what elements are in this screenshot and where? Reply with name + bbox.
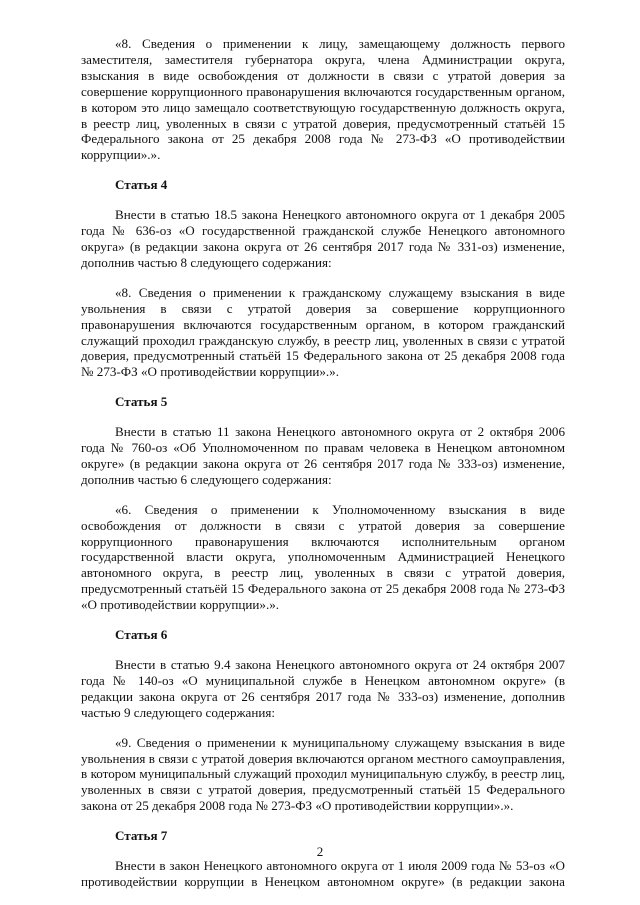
document-body xyxy=(81,36,565,890)
paragraph-amendment-part-9-municipal: «9. Сведения о применении к муниципальному служащему взыскания в виде увольнения в связи с утратой доверия включаются органом местного самоуправления, в котором муниципальный служащий проходил муниципальную службу, в реестр лиц, уволенных в связи с утратой доверия, предусмотренный статьёй 15 Федерального закона от 25 декабря 2008 года № 273-ФЗ «О противодействии коррупции».». xyxy=(81,734,565,814)
paragraph-article-6-intro: Внести в статью 9.4 закона Ненецкого автономного округа от 24 октября 2007 года № 140-оз «О муниципальной службе в Ненецком автономном округе» (в редакции закона округа от 26 сентября 2017 года № 333-оз) изменение, дополнив частью 9 следующего содержания: xyxy=(81,657,565,720)
heading-article-6: Статья 6 xyxy=(115,627,168,643)
paragraph-amendment-part-6-ombudsman: «6. Сведения о применении к Уполномоченному взыскания в виде освобождения от должности в связи с утратой доверия за совершение коррупционного правонарушения включаются исполнительным органом государственной власти округа, уполномоченным Администрацией Ненецкого автономного округа, в реестр лиц, уволенных в связи с утратой доверия, предусмотренный статьёй 15 Федерального закона от 25 декабря 2008 года № 273-ФЗ «О противодействии коррупции».». xyxy=(81,501,565,613)
heading-article-7: Статья 7 xyxy=(115,828,168,844)
paragraph-amendment-part-8-officials: «8. Сведения о применении к лицу, замещающему должность первого заместителя, заместителя губернатора округа, члена Администрации округа, взыскания в виде освобождения от должности в связи с утратой доверия за совершение коррупционного правонарушения включаются государственным органом, в котором это лицо замещало соответствующую государственную должность округа, в реестр лиц, уволенных в связи с утратой доверия, предусмотренный статьёй 15 Федерального закона от 25 декабря 2008 года № 273-ФЗ «О противодействии коррупции».». xyxy=(81,36,565,163)
page-number: 2 xyxy=(316,844,324,859)
paragraph-article-5-intro: Внести в статью 11 закона Ненецкого автономного округа от 2 октября 2006 года № 760-оз «Об Уполномоченном по правам человека в Ненецком автономном округе» (в редакции закона округа от 26 сентября 2017 года № 333-оз) изменение, дополнив частью 6 следующего содержания: xyxy=(81,424,565,487)
paragraph-amendment-part-8-civil-servant: «8. Сведения о применении к гражданскому служащему взыскания в виде увольнения в связи с утратой доверия за совершение коррупционного правонарушения включаются государственным органом, в котором гражданский служащий проходил гражданскую службу, в реестр лиц, уволенных в связи с утратой доверия, предусмотренный статьёй 15 Федерального закона от 25 декабря 2008 года № 273-ФЗ «О противодействии коррупции».». xyxy=(81,284,565,380)
paragraph-article-4-intro: Внести в статью 18.5 закона Ненецкого автономного округа от 1 декабря 2005 года № 636-оз «О государственной гражданской службе Ненецкого автономного округа» (в редакции закона округа от 26 сентября 2017 года № 331-оз) изменение, дополнив частью 8 следующего содержания: xyxy=(81,207,565,270)
heading-article-4: Статья 4 xyxy=(115,177,168,193)
paragraph-article-7-intro: Внести в закон Ненецкого автономного округа от 1 июля 2009 года № 53-оз «О противодействии коррупции в Ненецком автономном округе» (в редакции закона xyxy=(81,858,565,889)
heading-article-5: Статья 5 xyxy=(115,394,168,410)
